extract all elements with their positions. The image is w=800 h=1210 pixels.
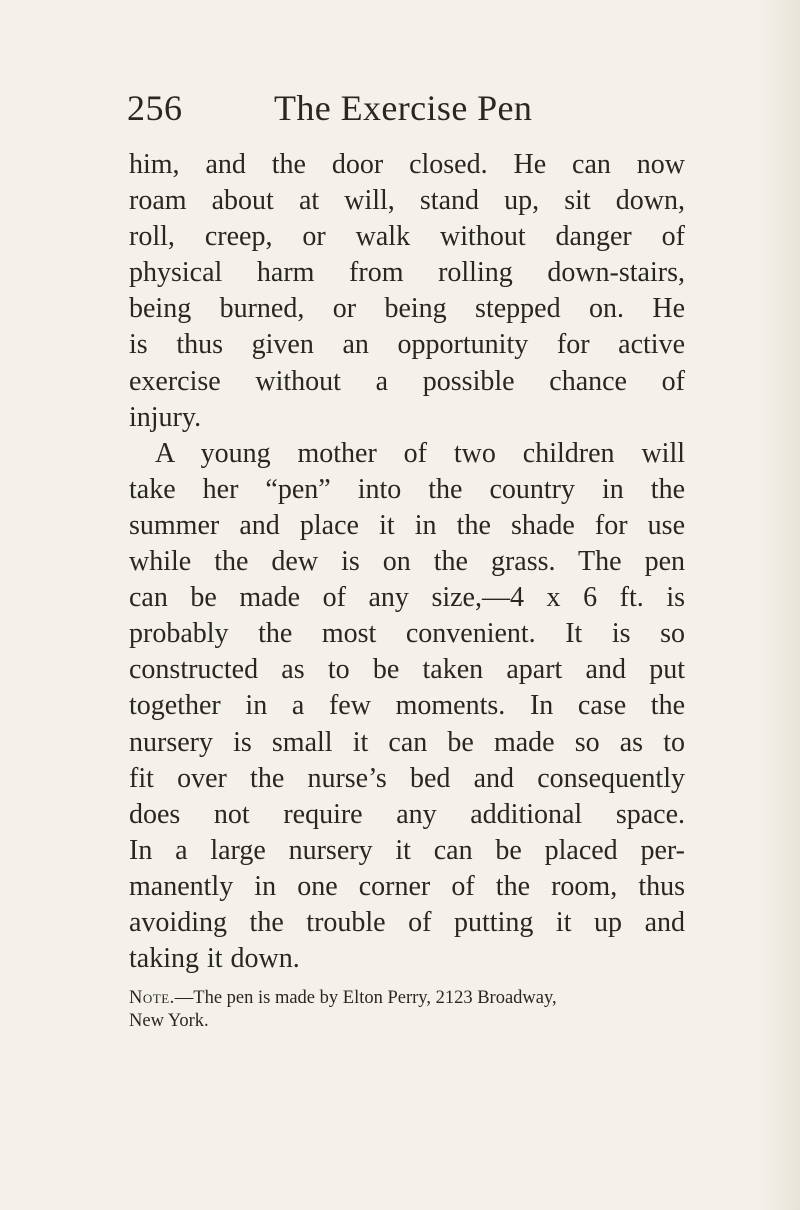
text-line: nursery is small it can be made so as to (129, 726, 685, 758)
text-line: constructed as to be taken apart and put (129, 654, 685, 686)
text-line: summer and place it in the shade for use (129, 509, 685, 541)
text-line: does not require any additional space. (129, 798, 685, 830)
text-line: taking it down. (129, 943, 300, 975)
footnote (129, 987, 669, 1033)
text-line: exercise without a possible chance of (129, 365, 685, 397)
running-title: The Exercise Pen (274, 88, 533, 128)
text-line: can be made of any size,—4 x 6 ft. is (129, 582, 685, 614)
text-line: being burned, or being stepped on. He (129, 293, 685, 325)
text-line: roam about at will, stand up, sit down, (129, 185, 685, 217)
page-number: 256 (127, 88, 183, 128)
text-line: roll, creep, or walk without danger of (129, 221, 685, 253)
text-line: probably the most convenient. It is so (129, 618, 685, 650)
text-line: take her “pen” into the country in the (129, 473, 685, 505)
text-line: while the dew is on the grass. The pen (129, 546, 685, 578)
body-text (129, 147, 685, 977)
text-line: injury. (129, 401, 202, 433)
footnote-line (129, 987, 669, 1010)
page-edge-shadow (760, 0, 800, 1210)
text-line: In a large nursery it can be placed per- (129, 834, 685, 866)
text-line: A young mother of two children will (155, 437, 685, 469)
text-line: fit over the nurse’s bed and consequently (129, 762, 685, 794)
text-line: is thus given an opportunity for active (129, 329, 685, 361)
footnote-label: Note. (129, 988, 175, 1008)
page-header (127, 86, 687, 134)
text-line: him, and the door closed. He can now (129, 149, 685, 180)
text-line: avoiding the trouble of putting it up and (129, 906, 685, 938)
footnote-line: New York. (129, 1011, 209, 1031)
text-line: together in a few moments. In case the (129, 690, 685, 722)
footnote-text: —The pen is made by Elton Perry, 2123 Broadway, (174, 988, 557, 1008)
text-line: physical harm from rolling down-stairs, (129, 257, 685, 289)
text-line: manently in one corner of the room, thus (129, 870, 685, 902)
